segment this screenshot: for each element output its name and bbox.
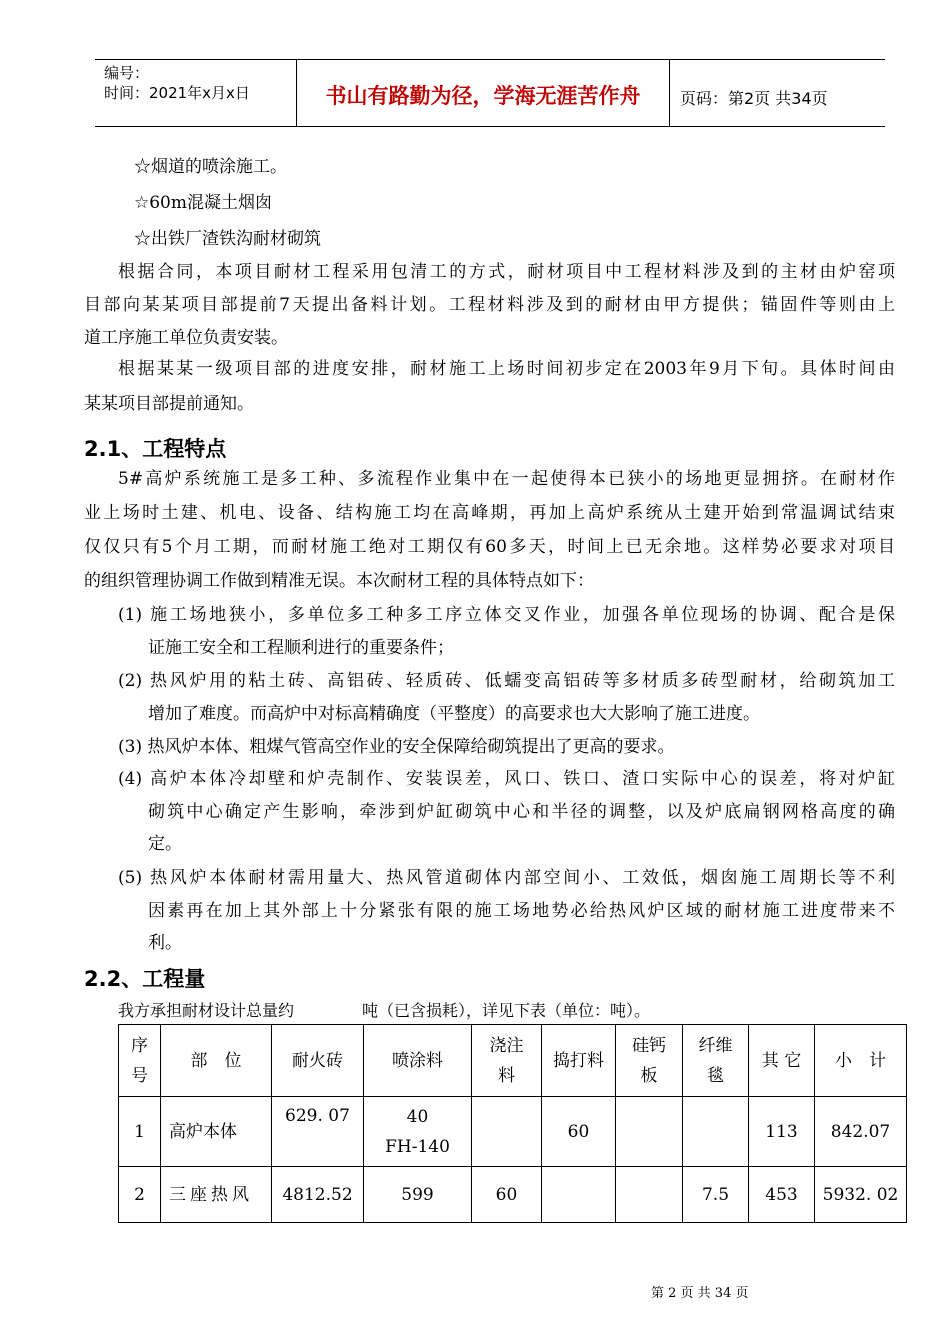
header-part: 部 位 bbox=[161, 1025, 272, 1097]
header-silicate: 硅钙 板 bbox=[616, 1025, 683, 1097]
feature-item-line: 因素再在加上其外部上十分紧张有限的施工场地势必给热风炉区域的耐材施工进度带来不 bbox=[148, 901, 895, 921]
cell-seq: 2 bbox=[119, 1167, 161, 1223]
feature-item-line: 增加了难度。而高炉中对标高精确度（平整度）的高要求也大大影响了施工进度。 bbox=[148, 704, 760, 724]
cell-ram: 60 bbox=[542, 1097, 616, 1167]
feature-item-line: 利。 bbox=[148, 933, 182, 953]
schedule-para-line: 某某项目部提前通知。 bbox=[84, 394, 254, 414]
cell-subtotal: 5932. 02 bbox=[815, 1167, 907, 1223]
section-heading-2-2: 2.2、工程量 bbox=[84, 967, 206, 991]
header-number-label: 编号： bbox=[104, 64, 150, 82]
features-intro-line: 业上场时土建、机电、设备、结构施工均在高峰期，再加上高炉系统从土建开始到常温调试结束 bbox=[84, 503, 895, 523]
cell-silicate bbox=[616, 1097, 683, 1167]
cell-ram bbox=[542, 1167, 616, 1223]
cell-other: 113 bbox=[749, 1097, 815, 1167]
feature-item-line: (1) 施工场地狭小，多单位多工种多工序立体交叉作业，加强各单位现场的协调、配合是保 bbox=[118, 605, 895, 625]
feature-item-line: 砌筑中心确定产生影响，牵涉到炉缸砌筑中心和半径的调整，以及炉底扁钢网格高度的确 bbox=[148, 802, 895, 822]
contract-para-line: 根据合同，本项目耐材工程采用包清工的方式，耐材项目中工程材料涉及到的主材由炉窑项 bbox=[118, 262, 895, 282]
cell-fiber: 7.5 bbox=[683, 1167, 749, 1223]
section-heading-2-1: 2.1、工程特点 bbox=[84, 437, 227, 461]
page-footer: 第 2 页 共 34 页 bbox=[651, 1286, 749, 1301]
features-intro-line: 仅仅只有5个月工期，而耐材施工绝对工期仅有60多天，时间上已无余地。这样势必要求对项目 bbox=[84, 537, 895, 557]
header-seq: 序 号 bbox=[119, 1025, 161, 1097]
header-other: 其 它 bbox=[749, 1025, 815, 1097]
header-subtotal: 小 计 bbox=[815, 1025, 907, 1097]
cell-brick: 4812.52 bbox=[272, 1167, 364, 1223]
cell-spray: 599 bbox=[364, 1167, 472, 1223]
cell-cast bbox=[472, 1097, 542, 1167]
header-motto: 书山有路勤为径，学海无涯苦作舟 bbox=[325, 84, 641, 108]
cell-silicate bbox=[616, 1167, 683, 1223]
schedule-para-line: 根据某某一级项目部的进度安排，耐材施工上场时间初步定在2003年9月下旬。具体时间由 bbox=[118, 359, 895, 379]
bullet-item: ☆烟道的喷涂施工。 bbox=[134, 157, 287, 177]
cell-fiber bbox=[683, 1097, 749, 1167]
table-row bbox=[119, 1167, 907, 1223]
feature-item-line: (4) 高炉本体冷却壁和炉壳制作、安装误差，风口、铁口、渣口实际中心的误差，将对炉缸 bbox=[118, 769, 895, 789]
contract-para-line: 道工序施工单位负责安装。 bbox=[84, 328, 288, 348]
feature-item-line: 证施工安全和工程顺利进行的重要条件； bbox=[148, 638, 454, 658]
cell-subtotal: 842.07 bbox=[815, 1097, 907, 1167]
feature-item-line: 定。 bbox=[148, 834, 182, 854]
feature-item-line: (5) 热风炉本体耐材需用量大、热风管道砌体内部空间小、工效低，烟囱施工周期长等不利 bbox=[118, 868, 895, 888]
header-ram: 捣打料 bbox=[542, 1025, 616, 1097]
features-intro-line: 的组织管理协调工作做到精准无误。本次耐材工程的具体特点如下： bbox=[84, 571, 594, 591]
cell-seq: 1 bbox=[119, 1097, 161, 1167]
header-spray: 喷涂料 bbox=[364, 1025, 472, 1097]
header-brick: 耐火砖 bbox=[272, 1025, 364, 1097]
header-page-code: 页码：第2页 共34页 bbox=[680, 89, 828, 108]
contract-para-line: 目部向某某项目部提前7天提出备料计划。工程材料涉及到的耐材由甲方提供；锚固件等则由上 bbox=[84, 295, 895, 315]
bullet-item: ☆60m混凝土烟囱 bbox=[134, 193, 272, 213]
header-bottom-rule bbox=[95, 126, 885, 127]
feature-item-line: (2) 热风炉用的粘土砖、高铝砖、轻质砖、低蠕变高铝砖等多材质多砖型耐材，给砌筑加工 bbox=[118, 671, 895, 691]
table-row bbox=[119, 1097, 907, 1167]
quantity-intro-part2: 吨（已含损耗），详见下表（单位：吨）。 bbox=[362, 1001, 651, 1020]
header-top-rule bbox=[95, 59, 885, 60]
quantity-table bbox=[118, 1024, 907, 1223]
cell-cast: 60 bbox=[472, 1167, 542, 1223]
cell-part: 三座热风 bbox=[161, 1167, 272, 1223]
bullet-item: ☆出铁厂渣铁沟耐材砌筑 bbox=[134, 229, 321, 249]
table-header-row bbox=[119, 1025, 907, 1097]
feature-item-line: (3) 热风炉本体、粗煤气管高空作业的安全保障给砌筑提出了更高的要求。 bbox=[118, 737, 675, 757]
header-date: 时间：2021年x月x日 bbox=[104, 84, 250, 102]
quantity-intro-part1: 我方承担耐材设计总量约 bbox=[118, 1001, 295, 1020]
cell-other: 453 bbox=[749, 1167, 815, 1223]
features-intro-line: 5#高炉系统施工是多工种、多流程作业集中在一起使得本已狭小的场地更显拥挤。在耐材作 bbox=[118, 469, 895, 489]
cell-spray: 40 FH-140 bbox=[364, 1097, 472, 1167]
header-divider-2 bbox=[669, 59, 670, 127]
header-cast: 浇注 料 bbox=[472, 1025, 542, 1097]
header-fiber: 纤维 毯 bbox=[683, 1025, 749, 1097]
cell-part: 高炉本体 bbox=[161, 1097, 272, 1167]
quantity-intro bbox=[118, 999, 650, 1023]
cell-brick: 629. 07 bbox=[272, 1097, 364, 1167]
